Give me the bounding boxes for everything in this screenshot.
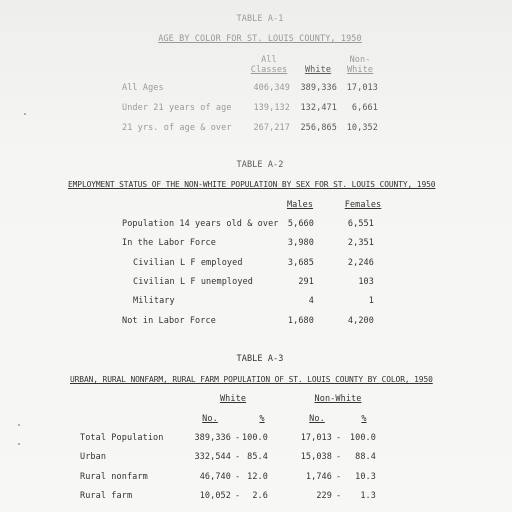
cell-all: 139,132 [253,103,290,113]
cell-males: 3,685 [287,258,314,268]
cell-white: 256,865 [300,123,337,133]
table-a3-title: URBAN, RURAL NONFARM, RURAL FARM POPULATION OF ST. LOUIS COUNTY BY COLOR, 1950 [70,375,433,384]
table-a3-label: TABLE A-3 [236,354,284,364]
cell-white-no: 389,336 [194,433,231,443]
cell-nonwhite-pct: 1.3 [360,491,376,501]
cell-white-no: 46,740 [199,472,231,482]
row-label: All Ages [122,83,164,93]
cell-females: 2,246 [347,258,374,268]
row-label: Under 21 years of age [122,103,232,113]
table-a2-label: TABLE A-2 [236,160,284,170]
cell-females: 6,551 [347,219,374,229]
cell-nonwhite: 6,661 [351,103,378,113]
dash: - [336,491,342,501]
col-header-classes: Classes [250,65,288,75]
cell-all: 406,349 [253,83,290,93]
cell-males: 291 [298,277,314,287]
cell-nonwhite-no: 229 [316,491,332,501]
row-label: Population 14 years old & over [122,219,279,229]
cell-nonwhite: 17,013 [346,83,378,93]
dash: - [336,452,342,462]
scan-speck [18,424,20,426]
cell-females: 4,200 [347,316,374,326]
cell-nonwhite-pct: 100.0 [349,433,376,443]
cell-males: 4 [308,296,314,306]
col-header-white: White [219,394,247,404]
cell-white-pct: 100.0 [241,433,268,443]
row-label: Military [133,296,175,306]
cell-nonwhite-no: 17,013 [300,433,332,443]
col-header-males: Males [286,200,314,210]
cell-nonwhite-pct: 88.4 [355,452,376,462]
cell-all: 267,217 [253,123,290,133]
col-header-white-no: No. [202,414,218,424]
col-header-all: All [261,55,277,65]
table-a1-title: AGE BY COLOR FOR ST. LOUIS COUNTY, 1950 [158,34,362,44]
col-header-white-pct: % [259,414,265,424]
row-label: Civilian L F employed [133,258,243,268]
cell-white-pct: 2.6 [252,491,268,501]
dash: - [235,472,241,482]
table-a1-label: TABLE A-1 [236,14,284,24]
cell-nonwhite-pct: 10.3 [355,472,376,482]
cell-white-pct: 12.0 [247,472,268,482]
col-header-nonwhite: Non-White [314,394,362,404]
cell-white-no: 10,052 [199,491,231,501]
row-label: Not in Labor Force [122,316,216,326]
col-header-nonwhite-no: No. [309,414,325,424]
cell-white-pct: 85.4 [247,452,268,462]
row-label: Civilian L F unemployed [133,277,254,287]
cell-females: 2,351 [347,238,374,248]
cell-nonwhite: 10,352 [346,123,378,133]
row-label: Rural nonfarm [80,472,148,482]
scan-speck [24,113,26,115]
cell-females: 1 [368,296,374,306]
dash: - [336,472,342,482]
cell-females: 103 [358,277,374,287]
cell-white-no: 332,544 [194,452,231,462]
dash: - [235,491,241,501]
dash: - [235,452,241,462]
cell-nonwhite-no: 15,038 [300,452,332,462]
cell-white: 132,471 [300,103,337,113]
col-header-nonwhite: White [346,65,374,75]
row-label: In the Labor Force [122,238,216,248]
cell-males: 3,980 [287,238,314,248]
dash: - [235,433,241,443]
cell-males: 5,660 [287,219,314,229]
col-header-nonwhite-pct: % [361,414,367,424]
dash: - [336,433,342,443]
col-header-non: Non- [349,55,371,65]
col-header-white: White [304,65,332,75]
scan-speck [18,443,20,445]
table-a2-title: EMPLOYMENT STATUS OF THE NON-WHITE POPULATION BY SEX FOR ST. LOUIS COUNTY, 1950 [68,180,436,189]
row-label: Total Population [80,433,164,443]
cell-males: 1,680 [287,316,314,326]
row-label: 21 yrs. of age & over [122,123,232,133]
cell-white: 389,336 [300,83,337,93]
row-label: Rural farm [80,491,133,501]
cell-nonwhite-no: 1,746 [305,472,332,482]
col-header-females: Females [344,200,382,210]
row-label: Urban [80,452,107,462]
